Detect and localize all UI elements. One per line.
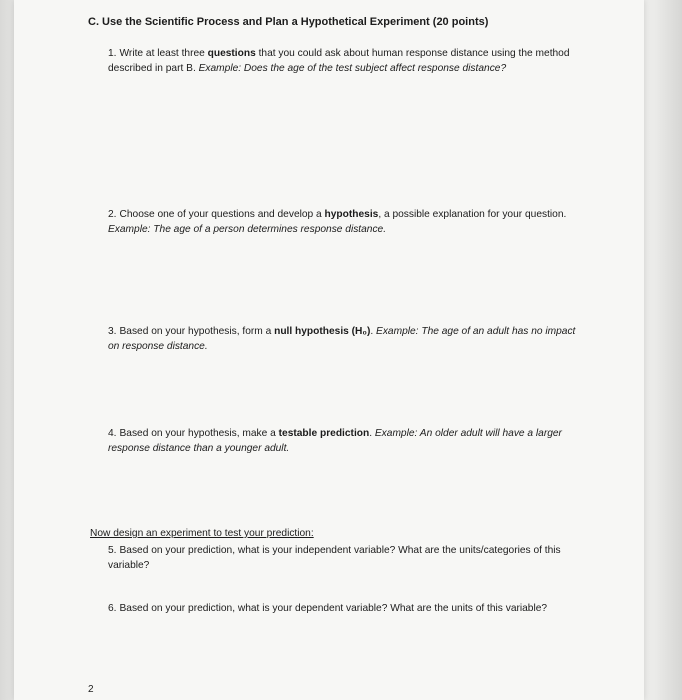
design-experiment-heading: Now design an experiment to test your prediction: xyxy=(90,528,314,539)
question-5: 5. Based on your prediction, what is your independent variable? What are the units/categories of this variable? xyxy=(108,545,561,571)
section-heading: C. Use the Scientific Process and Plan a Hypothetical Experiment (20 points) xyxy=(88,16,489,28)
question-2: 2. Choose one of your questions and develop a hypothesis, a possible explanation for your question. Example: The age of a person determines response distance. xyxy=(108,209,567,235)
page-number: 2 xyxy=(88,684,94,695)
question-6: 6. Based on your prediction, what is your dependent variable? What are the units of this variable? xyxy=(108,603,548,614)
question-4: 4. Based on your hypothesis, make a testable prediction. Example: An older adult will have a larger response distance than a younger adult. xyxy=(108,428,562,454)
question-1: 1. Write at least three questions that you could ask about human response distance using the method described in part B. Example: Does the age of the test subject affect response distance? xyxy=(108,48,570,74)
question-3: 3. Based on your hypothesis, form a null hypothesis (H₀). Example: The age of an adult has no impact on response distance. xyxy=(108,326,576,352)
